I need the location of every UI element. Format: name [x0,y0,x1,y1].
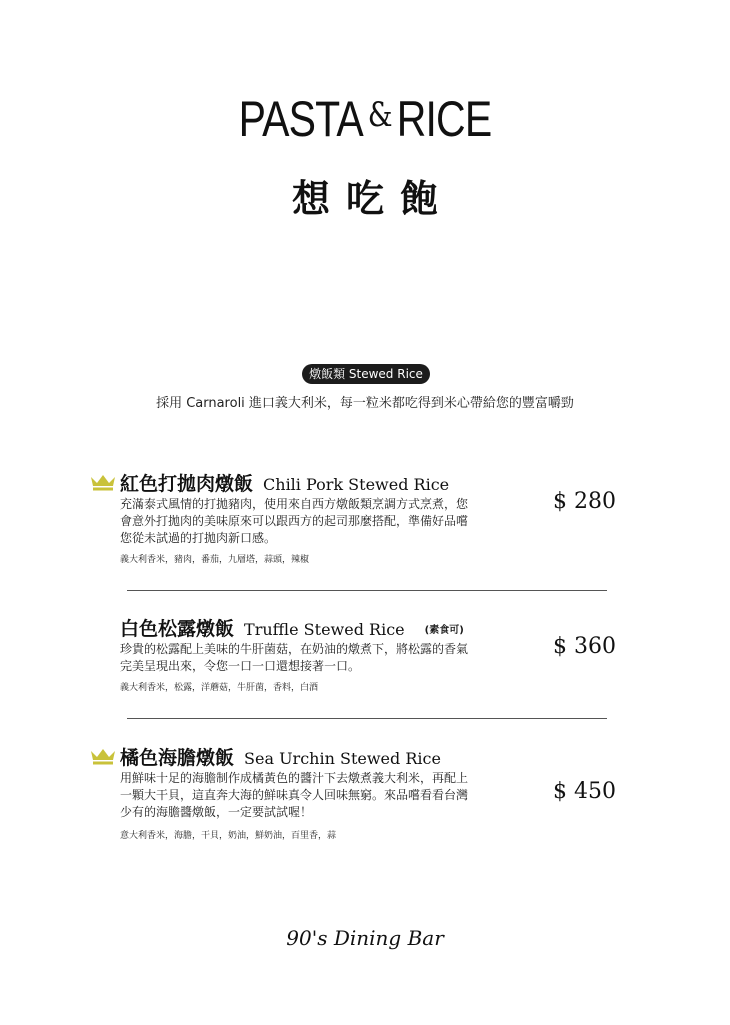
section-intro: 採用 Carnaroli 進口義大利米，每一粒米都吃得到米心帶給您的豐富嚼勁 [156,396,574,411]
category-badge: 燉飯類 Stewed Rice [302,364,430,384]
item-title [120,614,464,641]
divider [127,718,607,719]
crown-icon [90,473,116,491]
page-subtitle: 想吃飽 [291,176,454,221]
item-title [120,469,449,496]
item-ingredients: 意大利香米，海膽，干貝，奶油，鮮奶油，百里香，蒜 [120,831,337,841]
item-description: 珍貴的松露配上美味的牛肝菌菇，在奶油的燉煮下，將松露的香氣完美呈現出來，令您一口一口還想接著一口。 [120,642,469,673]
item-name-en: Sea Urchin Stewed Rice [244,749,441,768]
page-title [66,90,665,148]
title-pasta: PASTA [238,91,363,147]
item-ingredients: 義大利香米，松露，洋蘑菇，牛肝菌，香料，白酒 [120,683,319,693]
divider [127,590,607,591]
item-name-zh: 橘色海膽燉飯 [120,747,235,769]
item-ingredients: 義大利香米，豬肉，番茄，九層塔，蒜頭，辣椒 [120,555,310,565]
item-description: 用鮮味十足的海膽制作成橘黃色的醬汁下去燉煮義大利米，再配上一顆大干貝，這直奔大海的鮮味真令人回味無窮。來品嚐看看台灣少有的海膽醬燉飯，一定要試試喔！ [120,771,469,819]
title-rice: RICE [396,91,492,147]
title-ampersand: & [367,95,392,135]
item-tag: (素食可) [424,625,464,636]
item-price: $ 360 [553,634,616,659]
item-name-zh: 紅色打拋肉燉飯 [120,473,254,495]
item-title [120,743,441,770]
brand-footer: 90's Dining Bar [286,926,444,950]
item-name-en: Truffle Stewed Rice [244,620,405,639]
item-description: 充滿泰式風情的打拋豬肉，使用來自西方燉飯類烹調方式烹煮，您會意外打拋肉的美味原來可以跟西方的起司那麼搭配，準備好品嚐您從未試過的打拋肉新口感。 [120,497,469,545]
crown-icon [90,747,116,765]
item-name-en: Chili Pork Stewed Rice [263,475,450,494]
item-price: $ 280 [553,489,616,514]
item-price: $ 450 [553,779,616,804]
item-name-zh: 白色松露燉飯 [120,618,235,640]
